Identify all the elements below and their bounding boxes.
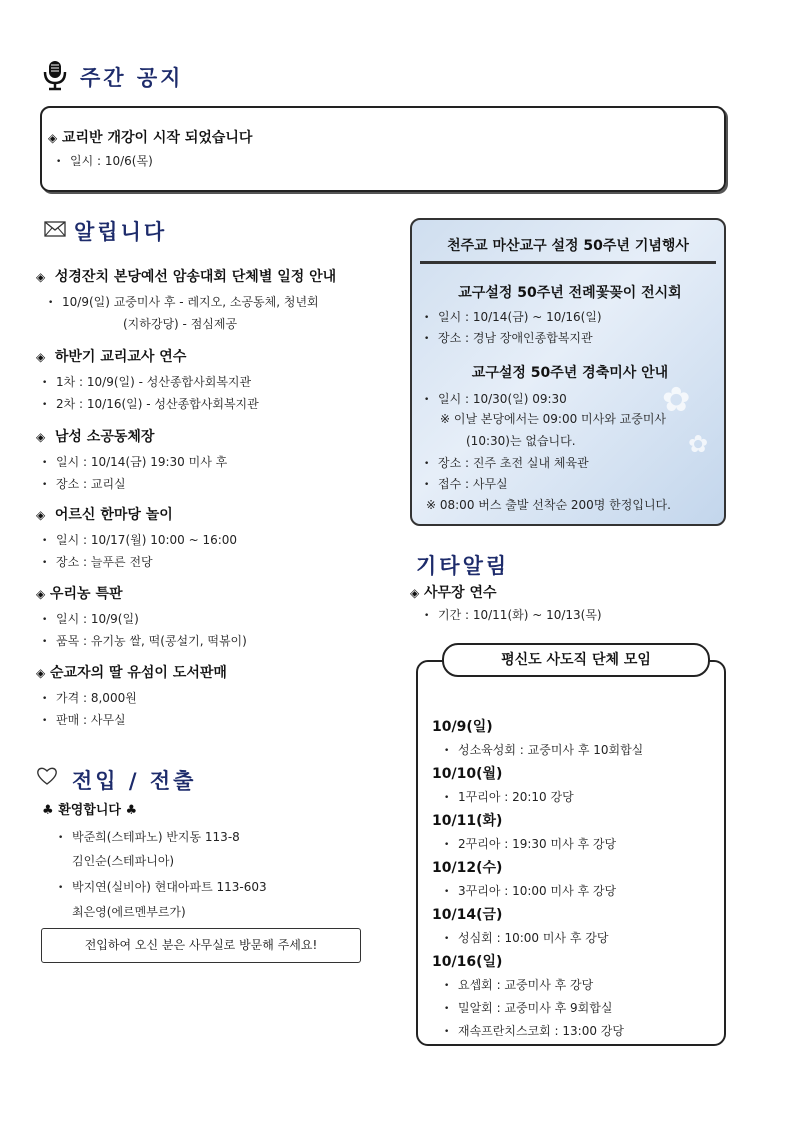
group-date: 10/9(일) [432,719,493,735]
others-title: 기타알림 [416,553,510,578]
bullet-icon: • [444,1027,450,1037]
notice-item: ◈ 성경잔치 본당예선 암송대회 단체별 일정 안내 • 10/9(일) 교중미사 후 - 레지오, 소공동체, 청년회 (지하강당) - 점심제공 [36,269,337,331]
club-icon: ♣ [125,803,138,818]
envelope-icon [44,221,66,237]
bullet-icon: • [56,157,62,167]
bullet-icon: • [58,883,64,893]
bullet-icon: • [42,694,48,704]
diamond-icon: ◈ [36,270,46,284]
transfer-entry: • 박지연(실비아) 현대아파트 113-603 [58,880,267,894]
bullet-icon: • [48,298,54,308]
transfer-entry: • 박준희(스테파노) 반지동 113-8 [58,830,240,844]
notice-item: ◈ 순교자의 딸 유섬이 도서판매 • 가격 : 8,000원 • 판매 : 사무실 [36,665,227,727]
anniversary-sub2: 교구설정 50주년 경축미사 안내 [471,365,669,381]
flower-icon: ✿ [662,380,691,420]
diamond-icon: ◈ [36,430,46,444]
bullet-icon: • [424,480,430,490]
group-item: • 1꾸리아 : 20:10 강당 [444,790,574,804]
transfer-title: 전입 / 전출 [72,768,197,793]
weekly-notice-title: 주간 공지 [80,65,184,90]
others-line: • 기간 : 10/11(화) ~ 10/13(목) [424,608,602,622]
anniversary-box: ✿ ✿ ✿ 천주교 마산교구 설정 50주년 기념행사 교구설정 50주년 전례꽃꽂이 전시회 • 일시 : 10/14(금) ~ 10/16(일) • 장소 : 경남 장애인종합복지관 교구설정 50주년 경축미사 안내 • 일시 : 10/30(일) 09:30 ※ 이날 본당에서는 09:00 미사와 교중미사 (10:30)는 없습니다. • 장소 : 진주 초전 실내 체육관 • 접수 : 사무실 ※ 08:00 버스 출발 선착순 200명 한정입니다. [410,218,726,526]
bullet-icon: • [444,840,450,850]
group-item: • 3꾸리아 : 10:00 미사 후 강당 [444,884,617,898]
diamond-icon: ◈ [36,508,46,522]
group-date: 10/12(수) [432,860,503,876]
diamond-icon: ◈ [36,666,46,680]
club-icon: ♣ [42,803,54,818]
weekly-notice-heading: ◈ 교리반 개강이 시작 되었습니다 [48,130,253,146]
group-item: • 요셉회 : 교중미사 후 강당 [444,978,594,992]
group-item: • 2꾸리아 : 19:30 미사 후 강당 [444,837,617,851]
bullet-icon: • [42,615,48,625]
diamond-icon: ◈ [36,587,46,601]
bullet-icon: • [42,637,48,647]
bullet-icon: • [444,793,450,803]
group-item: • 성소육성회 : 교중미사 후 10회합실 [444,743,644,757]
notice-item: ◈ 남성 소공동체장 • 일시 : 10/14(금) 19:30 미사 후 • 장소 : 교리실 [36,429,228,491]
group-item: • 성심회 : 10:00 미사 후 강당 [444,931,609,945]
diamond-icon: ◈ [410,586,420,600]
bullet-icon: • [42,378,48,388]
group-date: 10/14(금) [432,907,503,923]
bullet-icon: • [444,887,450,897]
bullet-icon: • [42,716,48,726]
bullet-icon: • [444,1004,450,1014]
bullet-icon: • [424,313,430,323]
group-date: 10/11(화) [432,813,503,829]
anniversary-note: ※ 이날 본당에서는 09:00 미사와 교중미사 [440,412,666,426]
bullet-icon: • [444,746,450,756]
group-date: 10/16(일) [432,954,503,970]
bullet-icon: • [42,458,48,468]
flower-icon: ✿ [688,430,709,458]
notices-title: 알립니다 [74,219,168,244]
groups-title: 평신도 사도직 단체 모임 [442,643,710,677]
weekly-notice-box [40,106,726,192]
diamond-icon: ◈ [36,350,46,364]
anniversary-title: 천주교 마산교구 설정 50주년 기념행사 [420,230,716,264]
bullet-icon: • [424,459,430,469]
bullet-icon: • [444,934,450,944]
notice-item: ◈ 어르신 한마당 놀이 • 일시 : 10/17(월) 10:00 ~ 16:00 • 장소 : 늘푸른 전당 [36,507,238,569]
visit-office-box: 전입하여 오신 분은 사무실로 방문해 주세요! [41,928,361,963]
bullet-icon: • [424,395,430,405]
microphone-icon [42,60,68,90]
bullet-icon: • [42,536,48,546]
others-heading: ◈ 사무장 연수 [410,585,497,601]
group-item: • 재속프란치스코회 : 13:00 강당 [444,1024,624,1038]
transfer-entry-sub: 최은영(에르멘부르가) [72,905,186,919]
group-item: • 밀알회 : 교중미사 후 9회합실 [444,1001,613,1015]
diamond-icon: ◈ [48,131,58,145]
bullet-icon: • [42,558,48,568]
anniversary-sub1: 교구설정 50주년 전례꽃꽂이 전시회 [458,285,682,301]
heart-icon [36,766,58,786]
bullet-icon: • [424,334,430,344]
bullet-icon: • [42,400,48,410]
weekly-notice-line: • 일시 : 10/6(목) [56,154,153,168]
notice-item: ◈ 하반기 교리교사 연수 • 1차 : 10/9(일) - 성산종합사회복지관 • 2차 : 10/16(일) - 성산종합사회복지관 [36,349,259,411]
transfer-entry-sub: 김인순(스테파니아) [72,854,175,868]
bullet-icon: • [444,981,450,991]
anniversary-note: (10:30)는 없습니다. [466,434,576,448]
bullet-icon: • [58,833,64,843]
group-date: 10/10(월) [432,766,503,782]
anniversary-note: ※ 08:00 버스 출발 선착순 200명 한정입니다. [426,498,671,512]
notice-item: ◈ 우리농 특판 • 일시 : 10/9(일) • 품목 : 유기농 쌀, 떡(콩설기, 떡볶이) [36,586,247,648]
bullet-icon: • [424,611,430,621]
flower-icon: ✿ [674,590,703,630]
welcome-heading: ♣ 환영합니다 ♣ [42,803,138,818]
bullet-icon: • [42,480,48,490]
